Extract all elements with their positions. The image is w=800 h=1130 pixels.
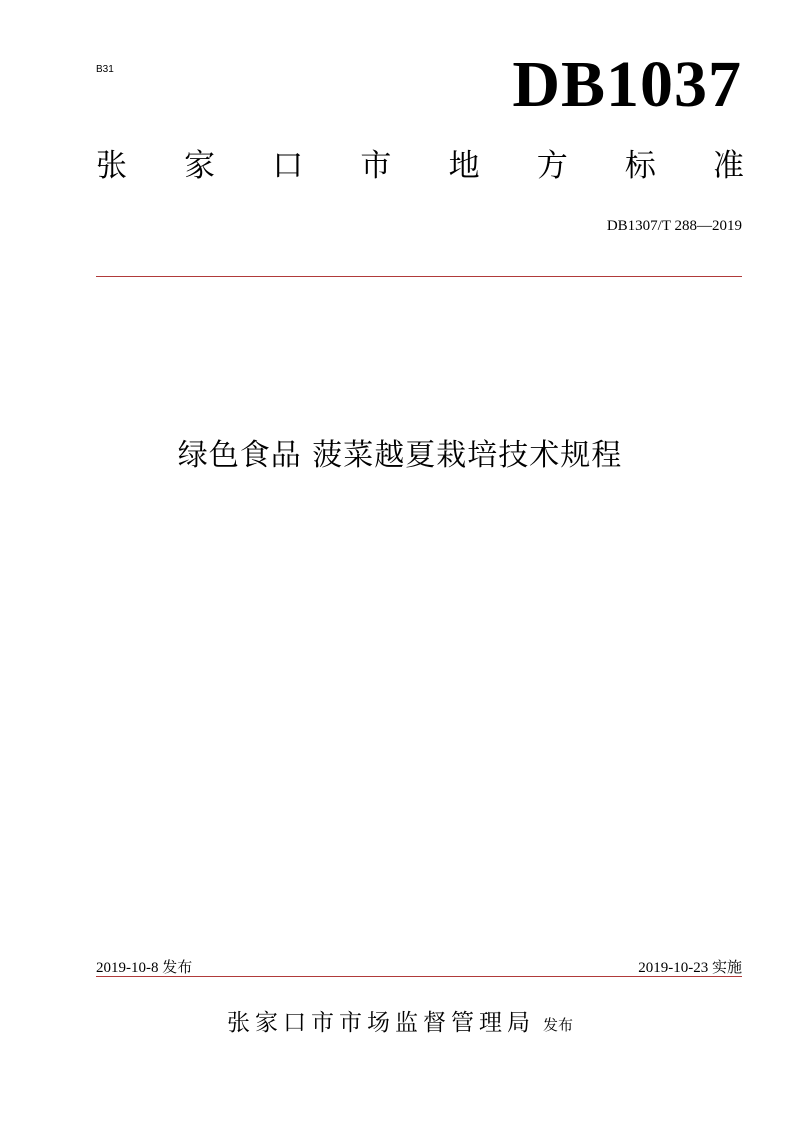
standard-type-char: 标 <box>624 148 656 184</box>
publish-date-line <box>96 956 192 977</box>
issuer-suffix: 发布 <box>542 1016 573 1034</box>
ccs-code: B31 <box>96 64 114 75</box>
implement-date: 2019-10-23 <box>638 960 709 976</box>
db-mark: DB1037 <box>512 48 742 121</box>
standard-type-char: 家 <box>184 148 216 184</box>
issuer-name: 张家口市市场监督管理局 <box>226 1010 535 1036</box>
top-divider <box>96 276 742 277</box>
standard-type-char: 地 <box>448 148 480 184</box>
implement-date-line <box>638 956 742 977</box>
bottom-divider <box>96 976 742 977</box>
standard-type-char: 口 <box>272 148 304 184</box>
standard-number: DB1307/T 288—2019 <box>606 218 742 234</box>
publish-date: 2019-10-8 <box>96 960 159 976</box>
document-title: 绿色食品 菠菜越夏栽培技术规程 <box>177 438 623 473</box>
standard-type-char: 准 <box>712 148 744 184</box>
standard-type-char: 市 <box>360 148 392 184</box>
implement-label: 实施 <box>711 960 742 976</box>
publish-label: 发布 <box>162 960 193 976</box>
standard-type <box>96 148 744 185</box>
standard-type-char: 张 <box>96 148 127 184</box>
standard-type-char: 方 <box>536 148 568 184</box>
issuer-line <box>0 1004 800 1037</box>
